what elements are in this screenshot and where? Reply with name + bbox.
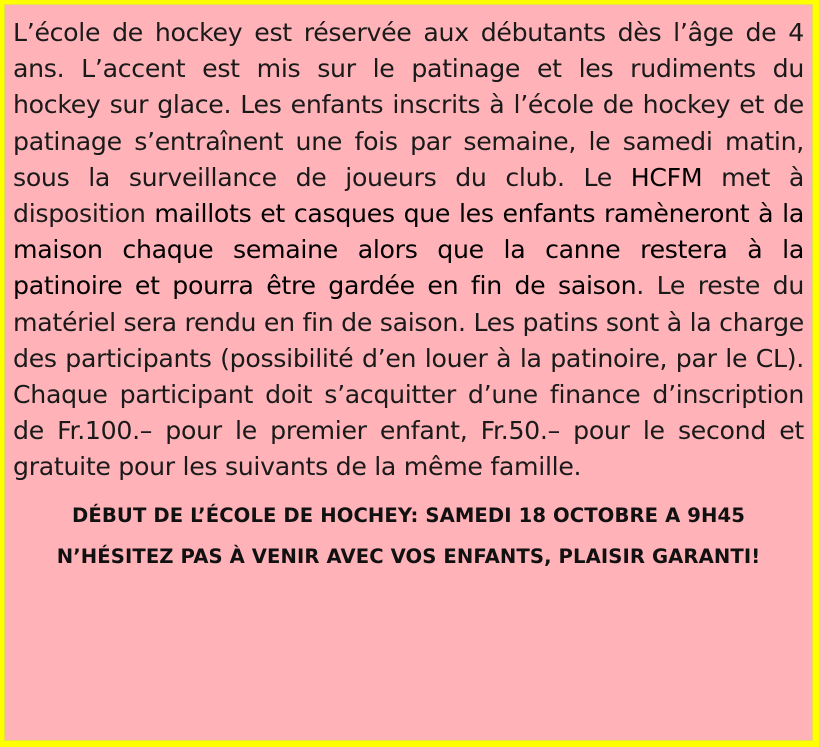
text-before-org: L’école de hockey est réservée aux débutants dès l’âge de 4 ans. L’accent est mis sur le patinage et les rudiments du hockey sur glace. Les enfants inscrits à l’école de hockey et de patinage s’entraînent une fois par semaine, le samedi matin, sous la surveillance de joueurs du club. Le xyxy=(13,18,804,192)
invite-headline: N’HÉSITEZ PAS À VENIR AVEC VOS ENFANTS, PLAISIR GARANTI! xyxy=(56,544,761,568)
announcement-box xyxy=(4,4,813,741)
org-name: HCFM xyxy=(630,162,703,192)
start-date-headline: DÉBUT DE L’ÉCOLE DE HOCHEY: SAMEDI 18 OCTOBRE A 9H45 xyxy=(72,503,745,527)
text-after-org: met à disposition xyxy=(13,162,804,229)
emphasis-text: maillots et casques que les enfants ramèneront à la maison chaque semaine alors que la canne restera à la patinoire et pourra être gardée en fin de saison xyxy=(13,199,804,301)
article-paragraph xyxy=(13,15,804,486)
text-end: . Le reste du matériel sera rendu en fin de saison. Les patins sont à la charge des participants (possibilité d’en louer à la patinoire, par le CL). Chaque participant doit s’acquitter d’une finance d’inscription de Fr.100.– pour le premier enfant, Fr.50.– pour le second et gratuite pour les suivants de la même famille. xyxy=(13,271,804,482)
